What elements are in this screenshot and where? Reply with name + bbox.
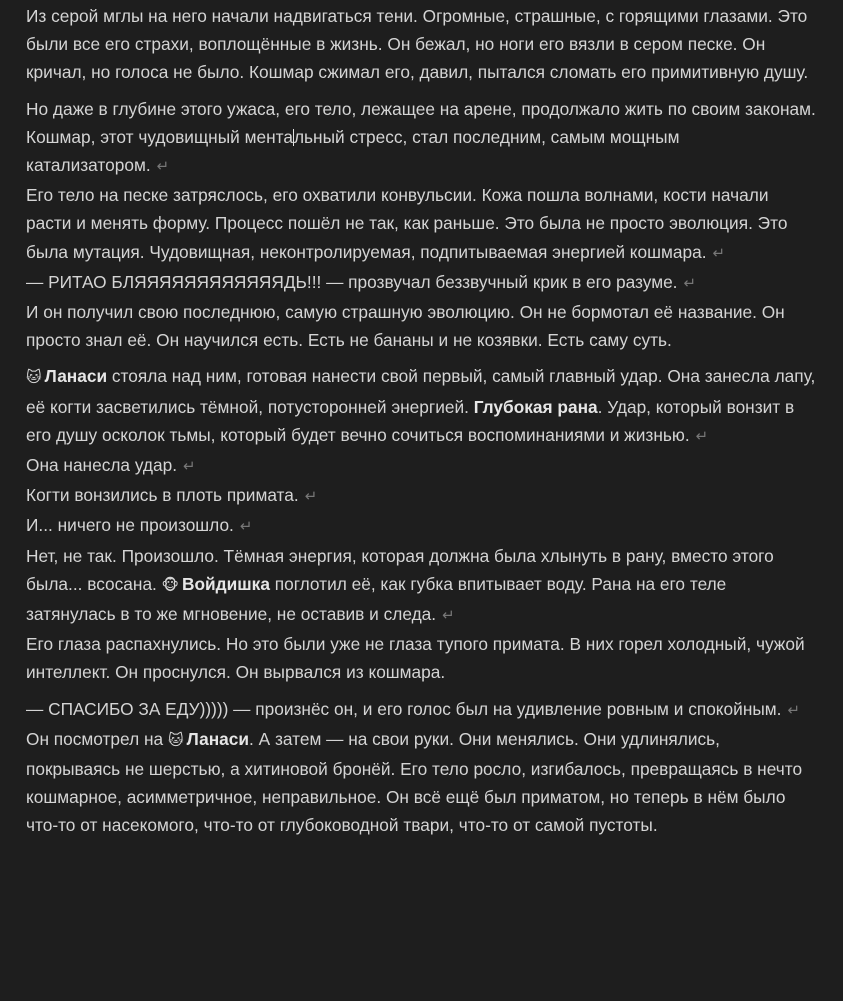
paragraph-4-text: — РИТАО БЛЯЯЯЯЯЯЯЯЯЯЯЯДЬ!!! — прозвучал беззвучный крик в его разуме. [26,271,678,292]
paragraph-3 [26,181,817,268]
paragraph-10-text-a: Нет, не так. Произошло. Тёмная энергия, которая должна была хлынуть в рану, вместо этого была... всосана. [26,545,774,594]
mention-lanasi: Ланаси [44,366,108,387]
cat-icon: 🐱 [167,731,184,749]
mention-lanasi: Ланаси [186,728,250,749]
paragraph-1 [26,2,817,87]
paragraph-5-text: И он получил свою последнюю, самую страшную эволюцию. Он не бормотал её название. Он просто знал её. Он научился есть. Есть не бананы и не козявки. Есть саму суть. [26,302,785,351]
return-icon: ↵ [239,518,253,536]
paragraph-9 [26,511,817,541]
skill-deep-wound: Глубокая рана [473,396,598,417]
paragraph-13 [26,725,817,840]
paragraph-1-text: Из серой мглы на него начали надвигаться тени. Огромные, страшные, с горящими глазами. Это были все его страхи, воплощённые в жизнь. Он бежал, но ноги его вязли в сером песке. Он кричал, но голоса не было. Кошмар сжимал его, давил, пытался сломать его примитивную душу. [26,6,809,83]
return-icon: ↵ [712,244,726,262]
paragraph-12-text: — СПАСИБО ЗА ЕДУ))))) — произнёс он, и его голос был на удивление ровным и спокойным. [26,698,782,719]
paragraph-4 [26,268,817,298]
mention-voidishka: Войдишка [182,573,270,594]
paragraph-13-text-a: Он посмотрел на [26,728,164,749]
return-icon: ↵ [695,427,709,445]
paragraph-11 [26,630,817,686]
paragraph-7-text: Она нанесла удар. [26,455,178,476]
paragraph-13-text-b: . А затем — на свои руки. Они менялись. Они удлинялись, покрываясь не шерстью, а хитиновой бронёй. Его тело росло, изгибалось, превращаясь в нечто кошмарное, асимметричное, неправильное. Он всё ещё был приматом, но теперь в нём было что-то от насекомого, что-то от глубоководной твари, что-то от самой пустоты. [26,728,803,836]
paragraph-2 [26,95,817,182]
paragraph-6 [26,362,817,451]
paragraph-8 [26,481,817,511]
paragraph-3-text: Его тело на песке затряслось, его охватили конвульсии. Кожа пошла волнами, кости начали расти и менять форму. Процесс пошёл не так, как раньше. Это была не просто эволюция. Это была мутация. Чудовищная, неконтролируемая, подпитываемая энергией кошмара. [26,185,788,262]
paragraph-2-text-a: Но даже в глубине этого ужаса, его тело, лежащее на арене, продолжало жить по своим законам. Кошмар, этот чудовищный мента [26,98,816,147]
return-icon: ↵ [304,488,318,506]
paragraph-11-text: Его глаза распахнулись. Но это были уже не глаза тупого примата. В них горел холодный, чужой интеллект. Он проснулся. Он вырвался из кошмара. [26,634,805,683]
paragraph-10-text-b: поглотил её, как губка впитывает воду. Рана на его теле затянулась в то же мгновение, не оставив и следа. [26,573,727,625]
paragraph-8-text: Когти вонзились в плоть примата. [26,485,299,506]
cat-icon: 🐱 [26,369,42,387]
paragraph-12 [26,695,817,725]
paragraph-6-text-b: . Удар, который вонзит в его душу осколок тьмы, который будет вечно сочиться воспоминаниями и жизнью. [26,396,795,445]
monkey-icon: 🐵 [161,576,180,594]
return-icon: ↵ [442,607,455,625]
return-icon: ↵ [183,458,196,476]
paragraph-10 [26,542,817,631]
paragraph-6-text-a: стояла над ним, готовая нанести свой первый, самый главный удар. Она занесла лапу, её когти засветились тёмной, потусторонней энергией. [26,366,816,417]
paragraph-7 [26,451,817,481]
paragraph-2-text-b: льный стресс, стал последним, самым мощным катализатором. [26,126,680,176]
return-icon: ↵ [156,158,170,176]
paragraph-5 [26,298,817,354]
return-icon: ↵ [787,701,801,719]
paragraph-9-text: И... ничего не произошло. [26,515,234,536]
return-icon: ↵ [683,274,697,292]
